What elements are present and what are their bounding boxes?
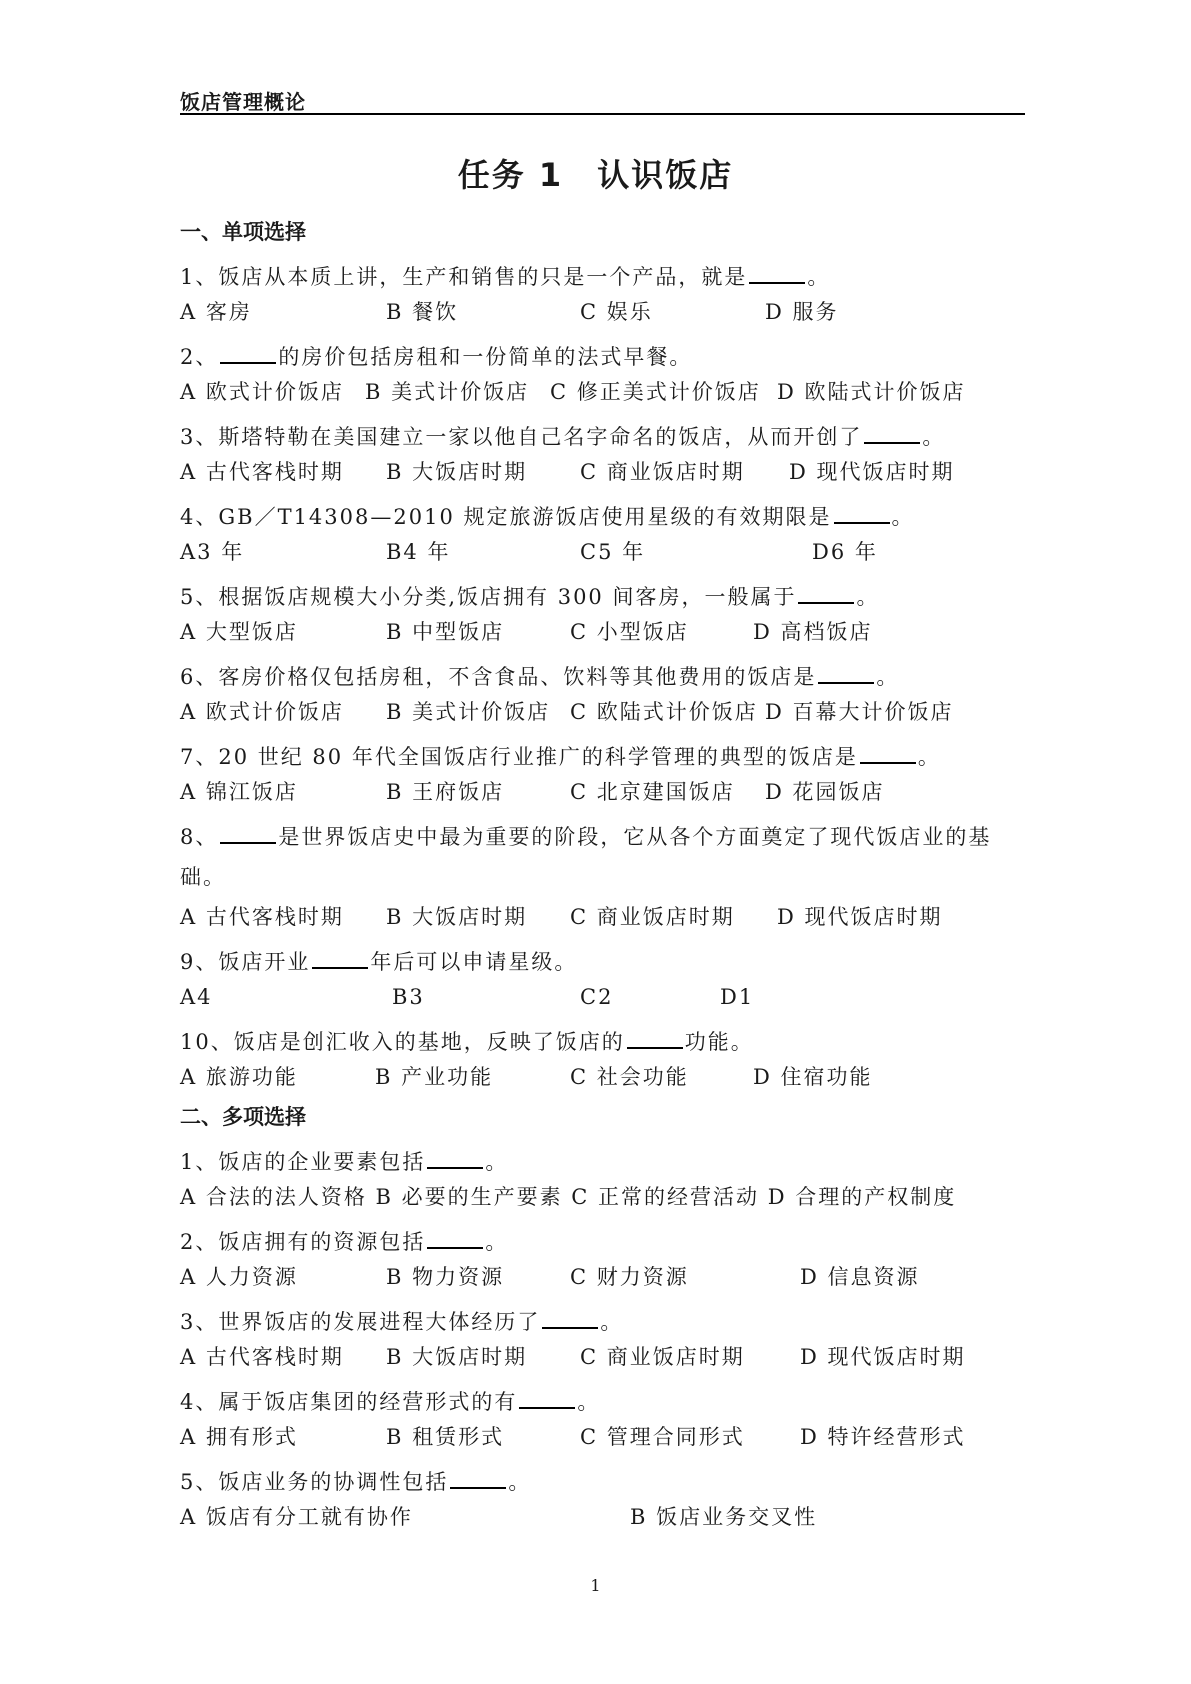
option: C 财力资源	[570, 1265, 689, 1289]
question	[180, 1017, 1025, 1057]
question-text: 。	[485, 1230, 509, 1254]
question	[180, 572, 1025, 612]
option: B 中型饭店	[386, 620, 505, 644]
question	[180, 652, 1025, 692]
section-heading-multiple-choice: 二、多项选择	[180, 1105, 306, 1129]
option: D 花园饭店	[765, 780, 885, 804]
option: A 人力资源	[180, 1265, 298, 1289]
option: D 服务	[765, 300, 839, 324]
question-text: 1、饭店的企业要素包括	[180, 1150, 426, 1174]
answer-blank	[220, 332, 276, 364]
options-row	[180, 1417, 1025, 1457]
answer-blank	[542, 1297, 598, 1329]
answer-blank	[834, 492, 890, 524]
question-text: 8、	[180, 825, 219, 849]
option: D 信息资源	[800, 1265, 920, 1289]
question-text: 年后可以申请星级。	[370, 950, 578, 974]
option: A 拥有形式	[180, 1425, 298, 1449]
options-row	[180, 897, 1025, 937]
option: A 欧式计价饭店	[180, 700, 344, 724]
question-text: 。	[922, 425, 946, 449]
question-text: 。	[807, 265, 831, 289]
question-text: 7、20 世纪 80 年代全国饭店行业推广的科学管理的典型的饭店是	[180, 745, 858, 769]
option: B 美式计价饭店	[365, 380, 530, 404]
page-number: 1	[590, 1576, 601, 1595]
answer-blank	[450, 1457, 506, 1489]
option: D 百幕大计价饭店	[765, 700, 954, 724]
option: A4	[180, 985, 213, 1009]
answer-blank	[627, 1017, 683, 1049]
option: D6 年	[812, 540, 878, 564]
answer-blank	[818, 652, 874, 684]
option: A 大型饭店	[180, 620, 298, 644]
running-header: 饭店管理概论	[180, 90, 306, 114]
question	[180, 937, 1025, 977]
options-row	[180, 292, 1025, 332]
option: B 大饭店时期	[386, 460, 528, 484]
answer-blank	[312, 937, 368, 969]
option: A3 年	[180, 540, 245, 564]
option: D 现代饭店时期	[777, 905, 943, 929]
option: C 商业饭店时期	[580, 1345, 745, 1369]
question-text: 10、饭店是创汇收入的基地，反映了饭店的	[180, 1030, 625, 1054]
option: B3	[392, 985, 425, 1009]
option: B 饭店业务交叉性	[630, 1505, 818, 1529]
option: A 古代客栈时期	[180, 905, 344, 929]
question-text: 1、饭店从本质上讲，生产和销售的只是一个产品，就是	[180, 265, 748, 289]
option: A 欧式计价饭店	[180, 380, 344, 404]
question-text: 。	[485, 1150, 509, 1174]
option: A 饭店有分工就有协作	[180, 1505, 413, 1529]
options-row	[180, 772, 1025, 812]
answer-blank	[798, 572, 854, 604]
question-text: 2、	[180, 345, 219, 369]
question-text: 。	[876, 665, 900, 689]
option: B 王府饭店	[386, 780, 505, 804]
options-row	[180, 1337, 1025, 1377]
option: A 合法的法人资格 B 必要的生产要素 C 正常的经营活动 D 合理的产权制度	[180, 1185, 957, 1209]
option: D1	[720, 985, 755, 1009]
question-text: 。	[600, 1310, 624, 1334]
question	[180, 732, 1025, 772]
question-text: 。	[917, 745, 941, 769]
option: C 社会功能	[570, 1065, 689, 1089]
option: C 小型饭店	[570, 620, 689, 644]
option: D 特许经营形式	[800, 1425, 966, 1449]
option: C 管理合同形式	[580, 1425, 745, 1449]
options-row	[180, 372, 1025, 412]
options-row	[180, 1257, 1025, 1297]
question	[180, 332, 1025, 372]
question-text: 5、根据饭店规模大小分类,饭店拥有 300 间客房，一般属于	[180, 585, 797, 609]
question	[180, 1217, 1025, 1257]
question	[180, 252, 1025, 292]
options-row	[180, 1177, 1025, 1217]
question-text: 3、斯塔特勒在美国建立一家以他自己名字命名的饭店，从而开创了	[180, 425, 863, 449]
option: B 产业功能	[375, 1065, 494, 1089]
question	[180, 1457, 1025, 1497]
option: D 高档饭店	[753, 620, 873, 644]
option: C 欧陆式计价饭店	[570, 700, 758, 724]
question-text: 5、饭店业务的协调性包括	[180, 1470, 449, 1494]
option: B 租赁形式	[386, 1425, 505, 1449]
answer-blank	[864, 412, 920, 444]
question	[180, 412, 1025, 452]
question	[180, 1137, 1025, 1177]
options-row	[180, 532, 1025, 572]
question	[180, 812, 1025, 897]
option: C 娱乐	[580, 300, 653, 324]
options-row	[180, 977, 1025, 1017]
answer-blank	[749, 252, 805, 284]
answer-blank	[427, 1217, 483, 1249]
question-text: 。	[508, 1470, 532, 1494]
content	[180, 212, 1025, 1537]
question-text: 4、GB／T14308—2010 规定旅游饭店使用星级的有效期限是	[180, 505, 832, 529]
options-row	[180, 1497, 1025, 1537]
option: B 美式计价饭店	[386, 700, 551, 724]
question-text: 9、饭店开业	[180, 950, 311, 974]
question-text: 的房价包括房租和一份简单的法式早餐。	[278, 345, 693, 369]
option: A 旅游功能	[180, 1065, 298, 1089]
question	[180, 1377, 1025, 1417]
answer-blank	[427, 1137, 483, 1169]
question-text: 。	[891, 505, 915, 529]
page-title: 任务 1 认识饭店	[457, 156, 734, 194]
options-row	[180, 1057, 1025, 1097]
answer-blank	[860, 732, 916, 764]
option: D 住宿功能	[753, 1065, 873, 1089]
options-row	[180, 452, 1025, 492]
option: C2	[580, 985, 614, 1009]
option: B4 年	[386, 540, 451, 564]
option: D 现代饭店时期	[800, 1345, 966, 1369]
answer-blank	[220, 812, 276, 844]
question-text: 是世界饭店史中最为重要的阶段，它从各个方面奠定了现代饭店业的基础。	[180, 825, 992, 889]
option: A 古代客栈时期	[180, 460, 344, 484]
option: B 大饭店时期	[386, 905, 528, 929]
option: C 北京建国饭店	[570, 780, 735, 804]
option: C5 年	[580, 540, 646, 564]
option: D 欧陆式计价饭店	[777, 380, 966, 404]
option: B 物力资源	[386, 1265, 505, 1289]
question-text: 2、饭店拥有的资源包括	[180, 1230, 426, 1254]
option: C 商业饭店时期	[580, 460, 745, 484]
question-text: 4、属于饭店集团的经营形式的有	[180, 1390, 518, 1414]
question	[180, 492, 1025, 532]
option: B 餐饮	[386, 300, 459, 324]
option: C 修正美式计价饭店	[550, 380, 761, 404]
option: C 商业饭店时期	[570, 905, 735, 929]
option: A 客房	[180, 300, 252, 324]
question-text: 。	[856, 585, 880, 609]
header-rule	[180, 113, 1025, 115]
options-row	[180, 692, 1025, 732]
option: A 古代客栈时期	[180, 1345, 344, 1369]
option: B 大饭店时期	[386, 1345, 528, 1369]
question-text: 功能。	[684, 1030, 754, 1054]
option: D 现代饭店时期	[789, 460, 955, 484]
option: A 锦江饭店	[180, 780, 298, 804]
options-row	[180, 612, 1025, 652]
section-heading-single-choice: 一、单项选择	[180, 220, 306, 244]
question-text: 6、客房价格仅包括房租，不含食品、饮料等其他费用的饭店是	[180, 665, 817, 689]
question	[180, 1297, 1025, 1337]
question-text: 。	[577, 1390, 601, 1414]
question-text: 3、世界饭店的发展进程大体经历了	[180, 1310, 541, 1334]
answer-blank	[519, 1377, 575, 1409]
